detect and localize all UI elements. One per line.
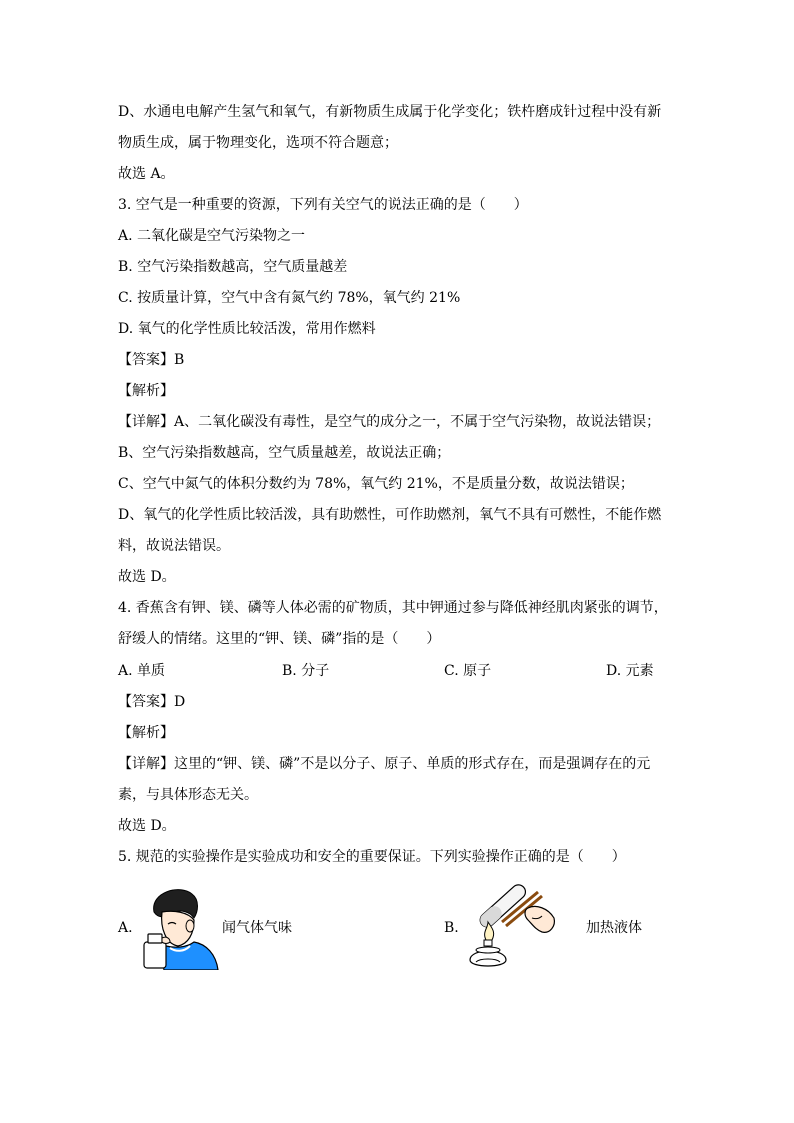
q3-option-c: C. 按质量计算，空气中含有氮气约 78%，氧气约 21%	[118, 290, 461, 306]
q5-option-b-caption: 加热液体	[586, 920, 642, 936]
q4-detail-line2: 素，与具体形态无关。	[118, 787, 258, 803]
q3-detail-line2: B、空气污染指数越高，空气质量越差，故说法正确；	[118, 445, 451, 461]
q3-stem: 3. 空气是一种重要的资源，下列有关空气的说法正确的是（ ）	[118, 197, 528, 213]
q5-option-a-letter: A.	[118, 920, 133, 936]
q4-option-c: C. 原子	[444, 663, 492, 679]
q4-option-b: B. 分子	[282, 663, 330, 679]
q3-option-d: D. 氧气的化学性质比较活泼，常用作燃料	[118, 321, 376, 337]
q3-analysis-label: 【解析】	[118, 383, 174, 399]
smell-gas-illustration	[140, 882, 220, 970]
q4-stem-line2: 舒缓人的情绪。这里的“钾、镁、磷”指的是（ ）	[118, 631, 441, 647]
q5-option-b-letter: B.	[444, 920, 459, 936]
q3-detail-line4: D、氧气的化学性质比较活泼，具有助燃性，可作助燃剂，氧气不具有可燃性，不能作燃	[118, 507, 662, 523]
q3-detail-line5: 料，故说法错误。	[118, 538, 230, 554]
q3-answer: 【答案】B	[118, 352, 185, 368]
q4-option-d: D. 元素	[606, 663, 654, 679]
prev-conclusion: 故选 A。	[118, 166, 175, 182]
q4-option-a: A. 单质	[118, 663, 166, 679]
heat-liquid-illustration	[462, 878, 562, 974]
q4-stem-line1: 4. 香蕉含有钾、镁、磷等人体必需的矿物质，其中钾通过参与降低神经肌肉紧张的调节，	[118, 600, 668, 616]
q4-conclusion: 故选 D。	[118, 818, 176, 834]
q5-option-a-caption: 闻气体气味	[222, 920, 292, 936]
prev-option-d-line2: 物质生成，属于物理变化，选项不符合题意；	[118, 135, 398, 151]
prev-option-d-line1: D、水通电电解产生氢气和氧气，有新物质生成属于化学变化；铁杵磨成针过程中没有新	[118, 104, 662, 120]
q3-option-a: A. 二氧化碳是空气污染物之一	[118, 228, 306, 244]
q3-option-b: B. 空气污染指数越高，空气质量越差	[118, 259, 348, 275]
q4-analysis-label: 【解析】	[118, 725, 174, 741]
q3-detail-line3: C、空气中氮气的体积分数约为 78%，氧气约 21%，不是质量分数，故说法错误；	[118, 476, 634, 492]
q4-detail-line1: 【详解】这里的“钾、镁、磷”不是以分子、原子、单质的形式存在，而是强调存在的元	[118, 756, 651, 772]
q4-answer: 【答案】D	[118, 694, 186, 710]
q5-stem: 5. 规范的实验操作是实验成功和安全的重要保证。下列实验操作正确的是（ ）	[118, 849, 626, 865]
q3-conclusion: 故选 D。	[118, 569, 176, 585]
q3-detail-line1: 【详解】A、二氧化碳没有毒性，是空气的成分之一，不属于空气污染物，故说法错误；	[118, 414, 661, 430]
